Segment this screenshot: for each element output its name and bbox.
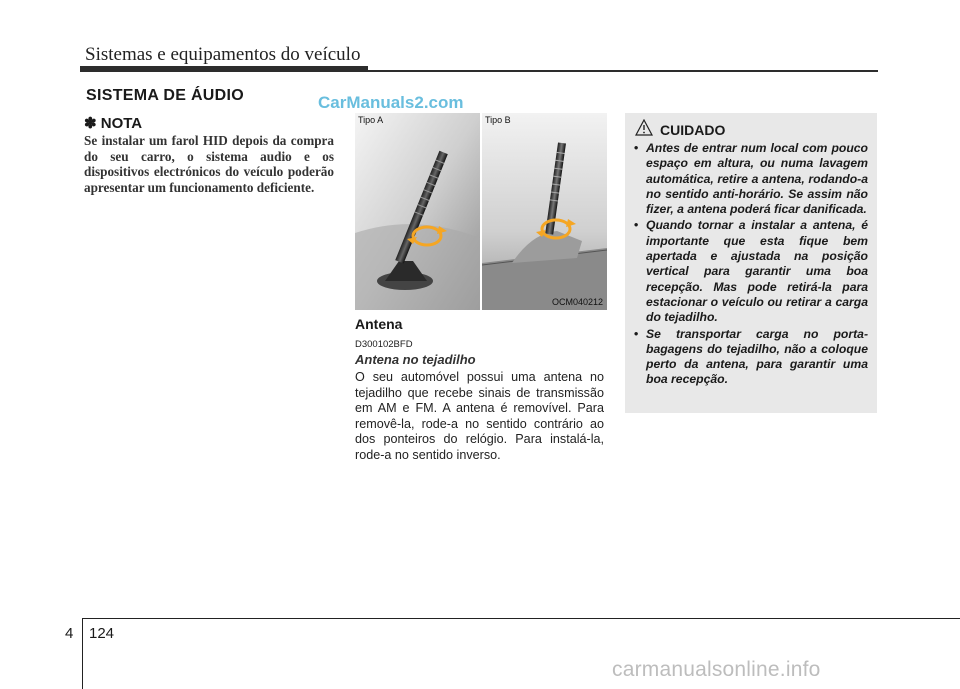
caution-item: • Quando tornar a instalar a antena, é importante que esta fique bem apertada e ajustada na posição vertical para garantir uma boa recepção. Mas pode retirá-la para estacionar o veículo ou retirar a carga do tejadilho.	[634, 218, 868, 325]
footer-rule-vertical	[82, 618, 83, 689]
footer-rule-horizontal	[82, 618, 960, 619]
caution-title: CUIDADO	[660, 122, 726, 138]
caution-item: • Antes de entrar num local com pouco espaço em altura, ou numa lavagem automática, retire a antena, rodando-a no sentido anti-horário. Se assim não fizer, a antena poderá ficar danificada.	[634, 141, 868, 217]
antenna-figure-type-a	[355, 113, 480, 310]
antenna-title: Antena	[355, 316, 403, 332]
antenna-subheading: Antena no tejadilho	[355, 352, 476, 367]
figure-label-type-a: Tipo A	[358, 115, 384, 125]
figure-label-type-b: Tipo B	[485, 115, 511, 125]
page-number: 124	[89, 625, 115, 642]
footer-watermark: carmanualsonline.info	[612, 658, 821, 681]
antenna-body: O seu automóvel possui uma antena no tejadilho que recebe sinais de transmissão em AM e FM. A antena é removível. Para removê-la, rode-a no sentido contrário ao dos ponteiros do relógio. Para instalá-la, rode-a no sentido inverso.	[355, 370, 604, 462]
note-heading: ✽ NOTA	[84, 115, 143, 132]
warning-triangle-icon	[635, 119, 653, 137]
header-rule-thin	[368, 70, 878, 72]
caution-box	[625, 113, 877, 413]
caution-list	[634, 141, 868, 389]
note-text: Se instalar um farol HID depois da compra do seu carro, o sistema audio e os dispositivos electrónicos do veículo poderão apresentar um funcionamento deficiente.	[84, 133, 334, 195]
antenna-type-a-illustration	[355, 113, 480, 310]
watermark-text: CarManuals2.com	[318, 93, 464, 112]
reference-code: D300102BFD	[355, 339, 413, 350]
caution-item: • Se transportar carga no porta-bagagens do tejadilho, não a coloque perto da antena, para garantir uma boa recepção.	[634, 326, 868, 387]
figure-code: OCM040212	[551, 297, 603, 307]
antenna-figure-type-b	[482, 113, 607, 310]
header-rule-thick	[80, 66, 368, 72]
running-header: Sistemas e equipamentos do veículo	[85, 44, 361, 65]
antenna-type-b-illustration	[482, 113, 607, 310]
section-title: SISTEMA DE ÁUDIO	[86, 87, 244, 104]
chapter-number: 4	[65, 625, 74, 642]
